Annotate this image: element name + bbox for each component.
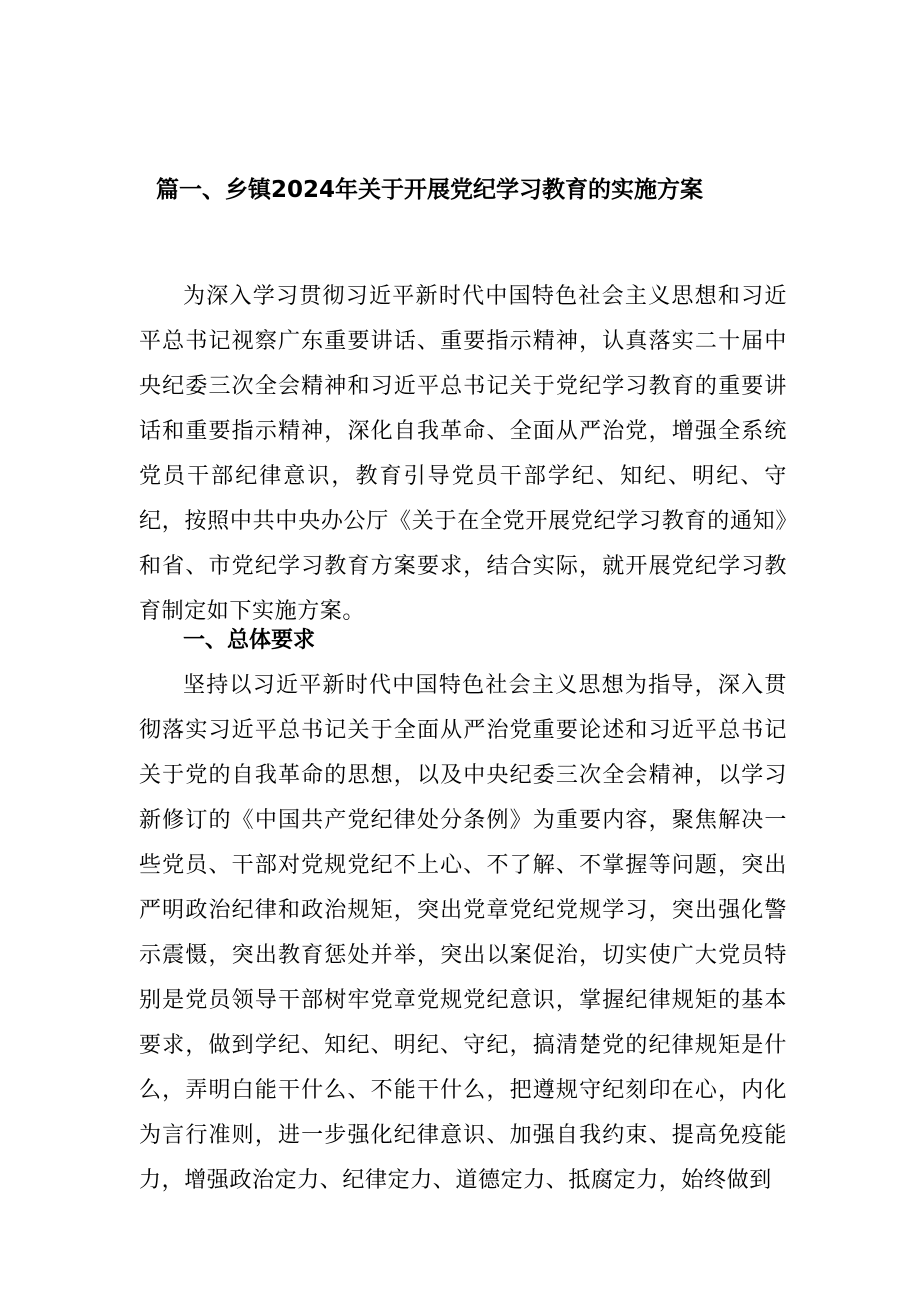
section-heading-general-requirements: 一、总体要求 xyxy=(183,628,316,653)
intro-paragraph: 为深入学习贯彻习近平新时代中国特色社会主义思想和习近平总书记视察广东重要讲话、重要指示精神，认真落实二十届中央纪委三次全会精神和习近平总书记关于党纪学习教育的重要讲话和重要指示精神，深化自我革命、全面从严治党，增强全系统党员干部纪律意识，教育引导党员干部学纪、知纪、明纪、守纪，按照中共中央办公厅《关于在全党开展党纪学习教育的通知》和省、市党纪学习教育方案要求，结合实际，就开展党纪学习教育制定如下实施方案。 xyxy=(139,284,787,624)
document-title: 篇一、乡镇2024年关于开展党纪学习教育的实施方案 xyxy=(156,177,704,203)
section-paragraph-general-requirements: 坚持以习近平新时代中国特色社会主义思想为指导，深入贯彻落实习近平总书记关于全面从严治党重要论述和习近平总书记关于党的自我革命的思想，以及中央纪委三次全会精神，以学习新修订的《中国共产党纪律处分条例》为重要内容，聚焦解决一些党员、干部对党规党纪不上心、不了解、不掌握等问题，突出严明政治纪律和政治规矩，突出党章党纪党规学习，突出强化警示震慑，突出教育惩处并举，突出以案促治，切实使广大党员特别是党员领导干部树牢党章党规党纪意识，掌握纪律规矩的基本要求，做到学纪、知纪、明纪、守纪，搞清楚党的纪律规矩是什么，弄明白能干什么、不能干什么，把遵规守纪刻印在心，内化为言行准则，进一步强化纪律意识、加强自我约束、提高免疫能力，增强政治定力、纪律定力、道德定力、抵腐定力，始终做到 xyxy=(139,673,787,1193)
